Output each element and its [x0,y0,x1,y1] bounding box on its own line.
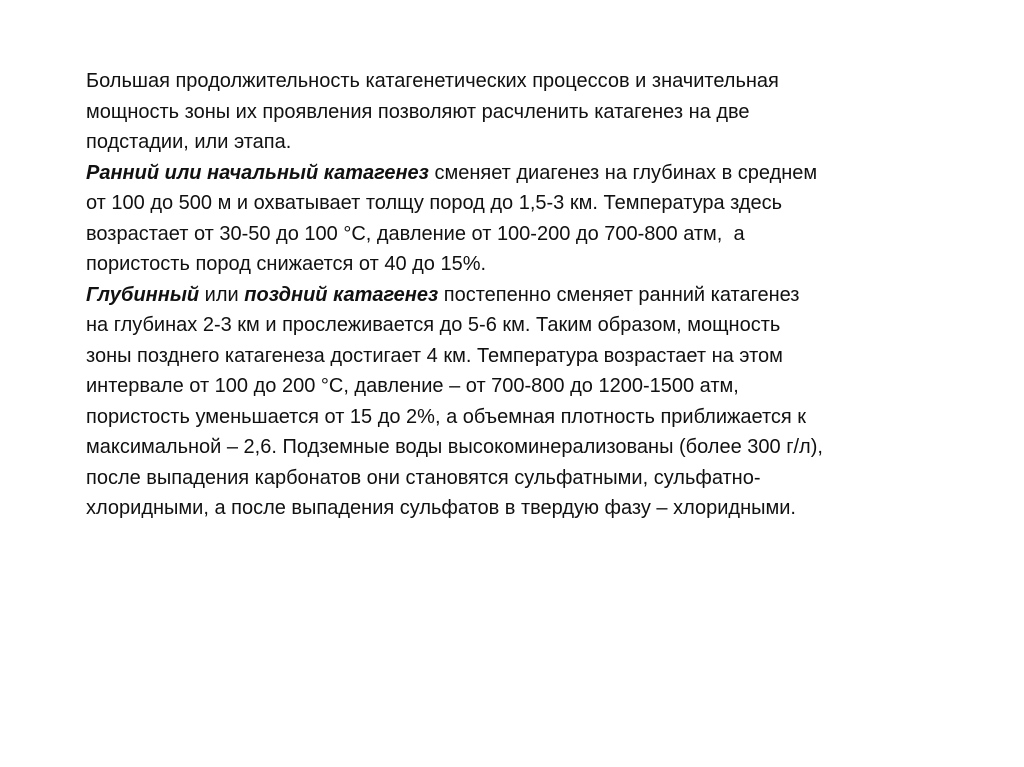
text-run: или [199,283,245,306]
text-line-content: мощность зоны их проявления позволяют расчленить катагенез на две [86,100,750,123]
text-line-content: Большая продолжительность катагенетических процессов и значительная [86,70,779,92]
text-line [86,493,986,524]
text-line [86,463,986,494]
text-line [86,280,986,311]
text-line-content: хлоридными, а после выпадения сульфатов в твердую фазу – хлоридными. [86,497,796,519]
text-line [86,188,986,219]
text-line [86,371,986,402]
text-line [86,310,986,341]
text-line [86,219,986,250]
text-line-content: зоны позднего катагенеза достигает 4 км. Температура возрастает на этом [86,344,783,367]
text-line [86,249,986,280]
slide-text-body [86,66,986,524]
text-line [86,402,986,433]
text-line-content: пористость пород снижается от 40 до 15%. [86,253,487,275]
text-line-content [86,280,799,311]
text-line-content: максимальной – 2,6. Подземные воды высокоминерализованы (более 300 г/л), [86,436,823,458]
text-line-content: подстадии, или этапа. [86,131,292,153]
text-line-content: после выпадения карбонатов они становятся сульфатными, сульфатно- [86,466,761,489]
late-catagenesis-paragraph [86,280,986,524]
text-line-content: на глубинах 2-3 км и прослеживается до 5-6 км. Таким образом, мощность [86,314,781,336]
early-catagenesis-term: Ранний или начальный катагенез [86,161,429,184]
deep-catagenesis-term: Глубинный [86,283,200,306]
late-catagenesis-term: поздний катагенез [244,283,439,306]
text-run: постепенно сменяет ранний катагенез [438,283,800,306]
text-line-content: от 100 до 500 м и охватывает толщу пород до 1,5-3 км. Температура здесь [86,192,783,214]
text-line [86,432,986,463]
intro-paragraph [86,66,986,158]
text-line-content: интервале от 100 до 200 °С, давление – от 700-800 до 1200-1500 атм, [86,375,739,397]
text-line-content: пористость уменьшается от 15 до 2%, а объемная плотность приближается к [86,405,807,428]
text-line [86,97,986,128]
text-line-content: возрастает от 30-50 до 100 °С, давление от 100-200 до 700-800 атм, а [86,222,745,245]
text-line [86,341,986,372]
early-catagenesis-paragraph [86,158,986,280]
text-line-content [86,158,817,189]
text-line [86,66,986,97]
text-line [86,158,986,189]
text-run: сменяет диагенез на глубинах в среднем [428,161,818,184]
text-line [86,127,986,158]
